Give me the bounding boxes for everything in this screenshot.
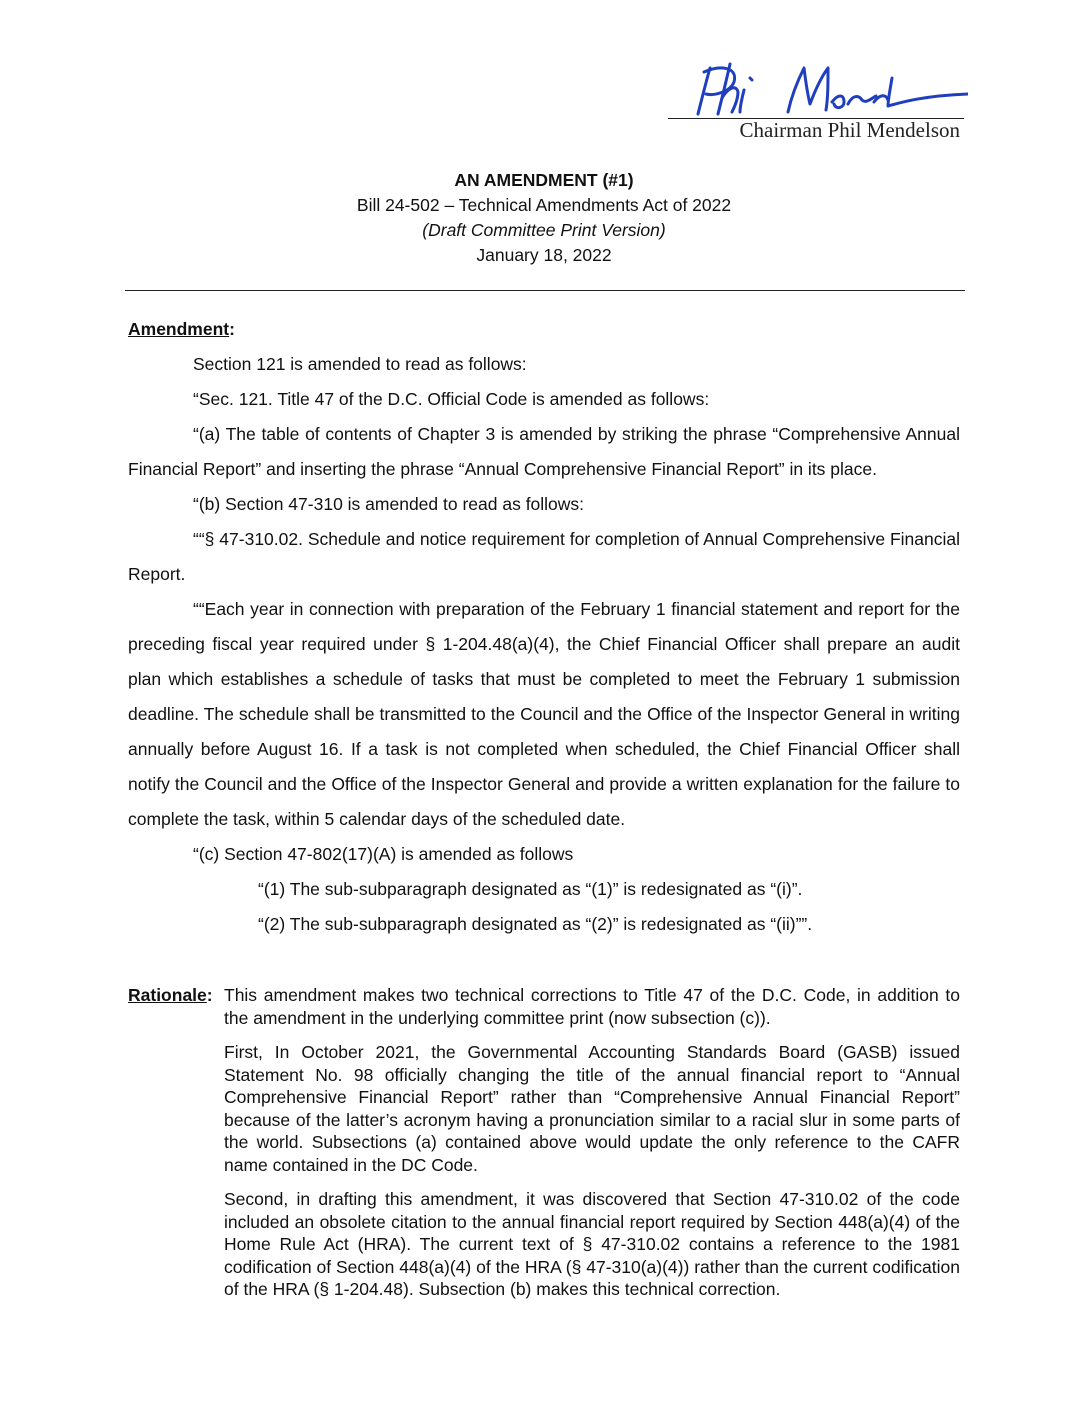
amendment-paragraph: ““§ 47-310.02. Schedule and notice requirement for completion of Annual Comprehensive Financial Report.: [128, 529, 960, 584]
amendment-header: [0, 168, 1088, 268]
amendment-label: Amendment: [128, 319, 230, 339]
rationale-paragraph: Second, in drafting this amendment, it was discovered that Section 47-310.02 of the code included an obsolete citation to the annual financial report required by Section 448(a)(4) of the Home Rule Act (HRA). The current text of § 47-310.02 contains a reference to the 1981 codification of Section 448(a)(4) of the HRA (§ 47-310(a)(4)) rather than the current codification of the HRA (§ 1-204.48). Subsection (b) makes this technical correction.: [224, 1189, 960, 1299]
amendment-paragraph: Section 121 is amended to read as follows:: [193, 354, 527, 374]
amendment-paragraph: ““Each year in connection with preparation of the February 1 financial statement and report for the preceding fiscal year required under § 1-204.48(a)(4), the Chief Financial Officer shall prepare an audit plan which establishes a schedule of tasks that must be completed to meet the February 1 submission deadline. The schedule shall be transmitted to the Council and the Office of the Inspector General in writing annually before August 16. If a task is not completed when scheduled, the Chief Financial Officer shall notify the Council and the Office of the Inspector General and provide a written explanation for the failure to complete the task, within 5 calendar days of the scheduled date.: [128, 599, 960, 829]
amendment-paragraph: “(c) Section 47-802(17)(A) is amended as follows: [193, 844, 574, 864]
signature-block: [668, 58, 968, 158]
amendment-date: January 18, 2022: [476, 245, 612, 265]
amendment-paragraph: “Sec. 121. Title 47 of the D.C. Official Code is amended as follows:: [193, 389, 710, 409]
rationale-section: [128, 984, 960, 1313]
amendment-body: [128, 312, 960, 942]
amendment-subparagraph: “(2) The sub-subparagraph designated as “(2)” is redesignated as “(ii)””.: [258, 914, 813, 934]
rationale-paragraph: First, In October 2021, the Governmental Accounting Standards Board (GASB) issued Statement No. 98 officially changing the title of the annual financial report to “Annual Comprehensive Financial Report” rather than “Comprehensive Annual Financial Report” because of the latter’s acronym having a pronunciation similar to a racial slur in some parts of the world. Subsections (a) contained above would update the only reference to the CAFR name contained in the DC Code.: [224, 1042, 960, 1175]
signature-caption: Chairman Phil Mendelson: [739, 118, 960, 142]
rationale-label: Rationale: [128, 985, 207, 1005]
rationale-colon: :: [206, 985, 213, 1005]
bill-title: Bill 24-502 – Technical Amendments Act of 2022: [356, 195, 732, 215]
amendment-subparagraph: “(1) The sub-subparagraph designated as “(1)” is redesignated as “(i)”.: [258, 879, 803, 899]
rationale-paragraph: This amendment makes two technical corrections to Title 47 of the D.C. Code, in addition to the amendment in the underlying committee print (now subsection (c)).: [224, 985, 960, 1028]
rationale-heading: [128, 984, 213, 1007]
amendment-title: AN AMENDMENT (#1): [454, 170, 634, 190]
horizontal-rule: [125, 290, 965, 291]
rationale-text: [224, 984, 960, 1301]
version-note: (Draft Committee Print Version): [422, 220, 666, 240]
amendment-paragraph: “(b) Section 47-310 is amended to read as follows:: [193, 494, 585, 514]
amendment-colon: :: [229, 319, 235, 339]
handwritten-signature: [668, 58, 968, 120]
amendment-heading: [128, 312, 960, 347]
amendment-paragraph: “(a) The table of contents of Chapter 3 is amended by striking the phrase “Comprehensive Annual Financial Report” and inserting the phrase “Annual Comprehensive Financial Report” in its place.: [128, 424, 960, 479]
